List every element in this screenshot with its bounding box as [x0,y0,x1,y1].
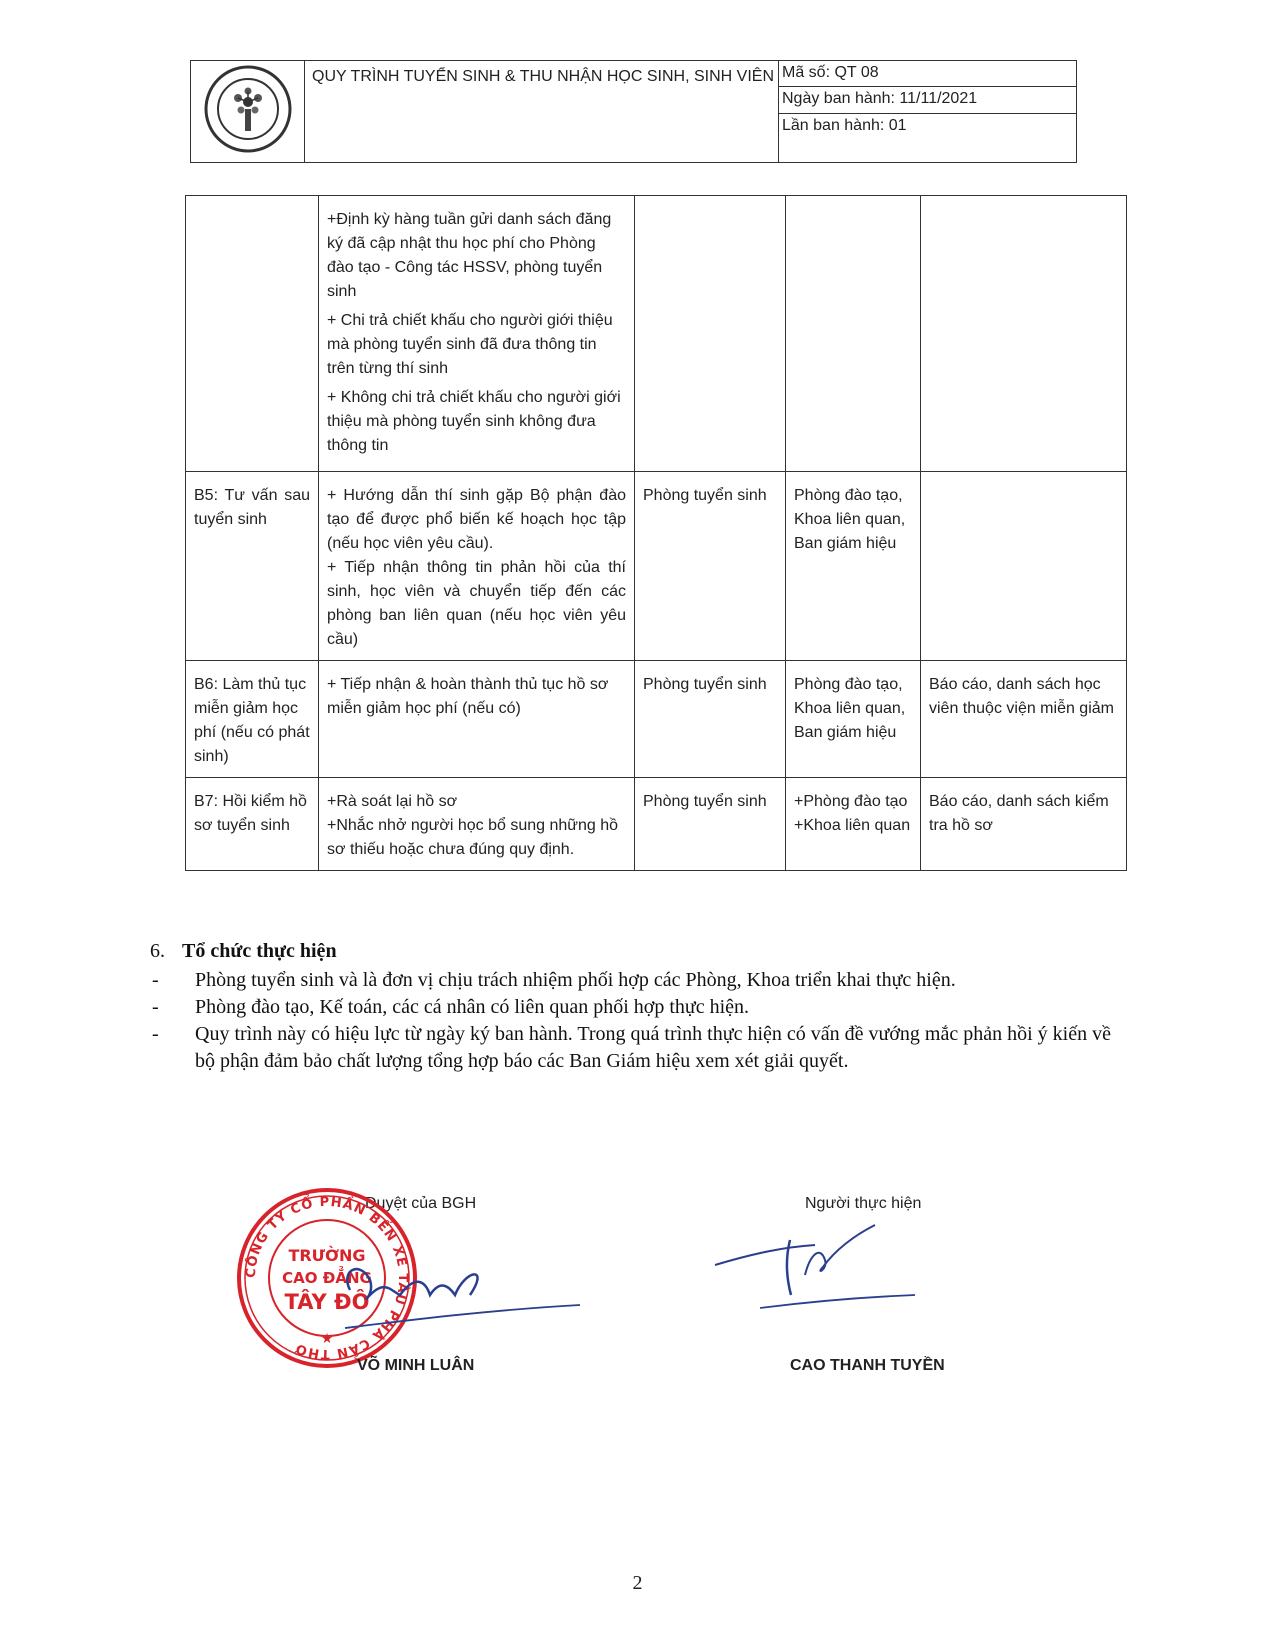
responsible-cell: Phòng tuyển sinh [635,472,786,661]
bullet-dash: - [152,969,159,991]
actions-cell [319,661,635,778]
list-item [150,1021,1130,1075]
approver-name: VÕ MINH LUÂN [357,1357,475,1374]
action-text: + Không chi trả chiết khấu cho người giới thiệu mà phòng tuyển sinh không đưa thông tin [327,389,621,454]
table-row [186,778,1127,871]
section-number: 6. [150,940,165,962]
step-cell [186,196,319,472]
stamp-star-icon: ★ [320,1331,334,1347]
stamp-outer-text: CÔNG TY CỔ PHẦN BẾN XE TÀU PHÀ CẦN THƠ [243,1194,411,1362]
step-cell: B5: Tư vấn sau tuyển sinh [186,472,319,661]
actions-cell [319,472,635,661]
school-logo-icon [203,64,293,154]
section-heading [150,938,1130,965]
performer-name: CAO THANH TUYỀN [790,1357,945,1374]
table-row [186,661,1127,778]
bullet-text: Phòng đào tạo, Kế toán, các cá nhân có liên quan phối hợp thực hiện. [195,996,750,1018]
bullet-dash: - [152,996,159,1018]
approval-label: Duyệt của BGH [365,1195,477,1212]
logo-cell [191,61,305,163]
coordinate-cell: +Phòng đào tạo +Khoa liên quan [786,778,921,871]
document-header [190,60,1077,163]
output-cell: Báo cáo, danh sách học viên thuộc viện miễn giảm [921,661,1127,778]
table-row [186,196,1127,472]
responsible-cell: Phòng tuyển sinh [635,661,786,778]
output-cell [921,472,1127,661]
list-item [150,967,1130,994]
coordinate-cell: Phòng đào tạo, Khoa liên quan, Ban giám hiệu [786,661,921,778]
action-text: + Chi trả chiết khấu cho người giới thiệu mà phòng tuyển sinh đã đưa thông tin trên từng thí sinh [327,312,613,377]
stamp-line: CAO ĐẲNG [282,1269,372,1287]
stamp-line: TÂY ĐÔ [284,1290,370,1314]
table-row [186,472,1127,661]
issue-date: Ngày ban hành: 11/11/2021 [779,87,1077,113]
bullet-dash: - [152,1023,159,1045]
action-text: +Rà soát lại hồ sơ [327,793,458,810]
left-signature [330,1250,590,1340]
action-text: +Định kỳ hàng tuần gửi danh sách đăng ký đã cập nhật thu học phí cho Phòng đào tạo - Công tác HSSV, phòng tuyển sinh [327,211,612,300]
document-code: Mã số: QT 08 [779,61,1077,87]
output-cell: Báo cáo, danh sách kiểm tra hồ sơ [921,778,1127,871]
step-cell: B6: Làm thủ tục miễn giảm học phí (nếu có phát sinh) [186,661,319,778]
action-text: + Hướng dẫn thí sinh gặp Bộ phận đào tạo để được phổ biến kế hoạch học tập (nếu học viên yêu cầu). [327,487,626,552]
page-number: 2 [632,1572,643,1594]
actions-cell [319,196,635,472]
issue-number: Lần ban hành: 01 [779,113,1077,162]
bullet-text: Quy trình này có hiệu lực từ ngày ký ban hành. Trong quá trình thực hiện có vấn đề vướng mắc phản hồi ý kiến về bộ phận đảm bảo chất lượng tổng hợp báo các Ban Giám hiệu xem xét giải quyết. [195,1023,1111,1072]
action-text: + Tiếp nhận & hoàn thành thủ tục hồ sơ miễn giảm học phí (nếu có) [327,676,609,717]
performer-label: Người thực hiện [805,1195,922,1212]
action-text: + Tiếp nhận thông tin phản hồi của thí sinh, học viên và chuyển tiếp đến các phòng ban liên quan (nếu học viên yêu cầu) [327,559,626,648]
section-title: Tổ chức thực hiện [182,940,337,962]
action-text: +Nhắc nhở người học bổ sung những hồ sơ thiếu hoặc chưa đúng quy định. [327,817,619,858]
list-item [150,994,1130,1021]
stamp-line: TRƯỜNG [288,1246,366,1265]
right-signature [705,1205,935,1315]
output-cell [921,196,1127,472]
coordinate-cell [786,196,921,472]
document-title: QUY TRÌNH TUYỂN SINH & THU NHẬN HỌC SINH, SINH VIÊN [305,61,779,163]
process-table [185,195,1127,871]
actions-cell [319,778,635,871]
coordinate-cell: Phòng đào tạo, Khoa liên quan, Ban giám hiệu [786,472,921,661]
bullet-text: Phòng tuyển sinh và là đơn vị chịu trách nhiệm phối hợp các Phòng, Khoa triển khai thực hiện. [195,969,956,991]
section-implementation [150,938,1130,1075]
responsible-cell: Phòng tuyển sinh [635,778,786,871]
responsible-cell [635,196,786,472]
step-cell: B7: Hồi kiểm hồ sơ tuyển sinh [186,778,319,871]
